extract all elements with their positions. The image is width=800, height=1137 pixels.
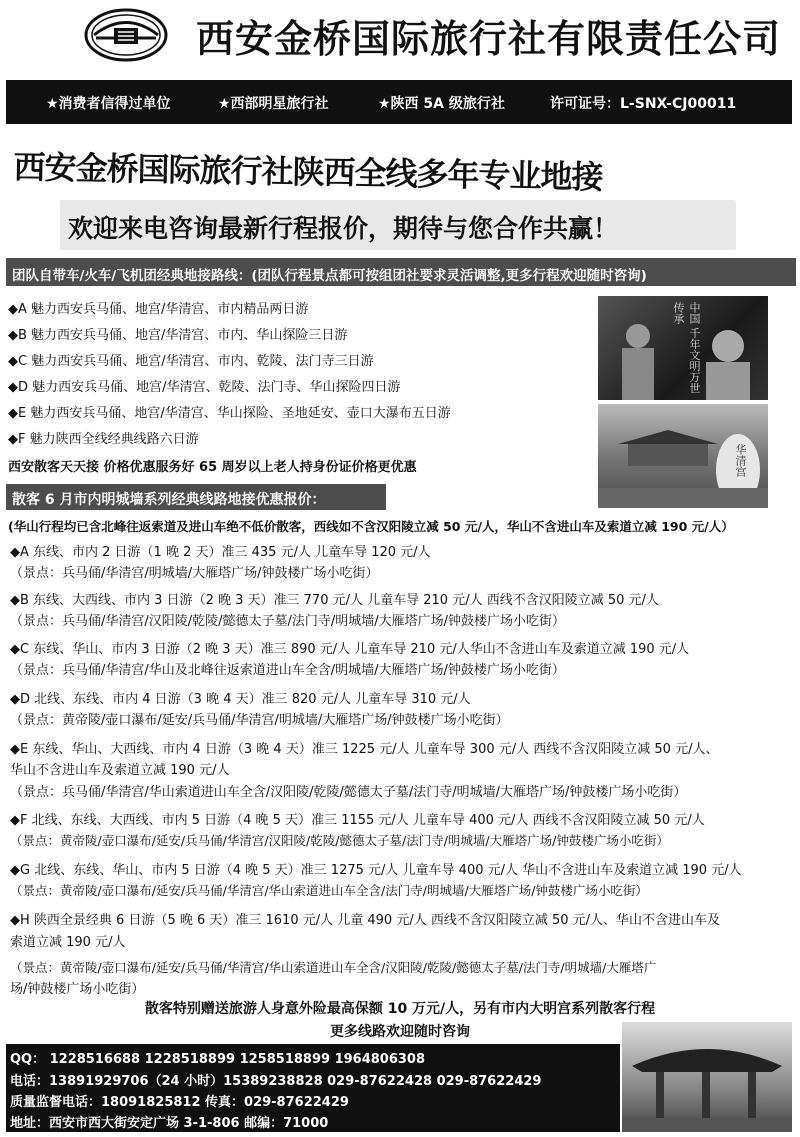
route-e-spots: （景点：兵马俑/华清宫/华山索道进山车全含/汉阳陵/乾陵/懿德太子墓/法门寺/明城墙/大雁塔广场/钟鼓楼广场小吃街） — [10, 785, 687, 800]
route-e-price: ◆E 东线、华山、大西线、市内 4 日游（3 晚 4 天）准三 1225 元/人 儿童车导 300 元/人 西线不含汉阳陵立减 50 元/人、 — [10, 742, 719, 757]
credential-1: ★消费者信得过单位 — [46, 96, 171, 112]
team-route-b: ◆B 魅力西安兵马俑、地宫/华清宫、市内、华山探险三日游 — [8, 328, 348, 343]
team-route-a: ◆A 魅力西安兵马俑、地宫/华清宫、市内精品两日游 — [8, 302, 309, 317]
credential-3: ★陕西 5A 级旅行社 — [378, 96, 505, 112]
route-g-spots: （景点：黄帝陵/壶口瀑布/延安/兵马俑/华清宫/华山索道进山车全含/法门寺/明城墙/大雁塔广场/钟鼓楼广场小吃街） — [10, 883, 648, 898]
team-route-e: ◆E 魅力西安兵马俑、地宫/华清宫、华山探险、圣地延安、壶口大瀑布五日游 — [8, 406, 451, 421]
route-h-spots: （景点：黄帝陵/壶口瀑布/延安/兵马俑/华清宫/华山索道进山车全含/汉阳陵/乾陵/懿德太子墓/法门寺/明城墙/大雁塔广 — [10, 960, 657, 975]
company-logo-icon — [84, 8, 168, 62]
route-a-spots: （景点：兵马俑/华清宫/明城墙/大雁塔广场/钟鼓楼广场小吃街） — [10, 566, 379, 581]
team-route-f: ◆F 魅力陕西全线经典线路六日游 — [8, 432, 199, 447]
route-h-spots-cont: 场/钟鼓楼广场小吃街） — [10, 982, 145, 997]
team-routes-title: 团队自带车/火车/飞机团经典地接路线：(团队行程景点都可按组团社要求灵活调整,更多行程欢迎随时咨询) — [12, 268, 647, 284]
sanke-note: (华山行程均已含北峰往返索道及进山车绝不低价散客，西线如不含汉阳陵立减 50 元/人，华山不含进山车及索道立减 190 元/人） — [8, 519, 734, 534]
route-f-spots: （景点：黄帝陵/壶口瀑布/延安/兵马俑/华清宫/汉阳陵/乾陵/懿德太子墓/法门寺/明城墙/大雁塔广场/钟鼓楼广场小吃街） — [10, 833, 669, 848]
route-e-price-cont: 华山不含进山车及索道立减 190 元/人 — [10, 763, 230, 778]
route-h-price: ◆H 陕西全景经典 6 日游（5 晚 6 天）准三 1610 元/人 儿童 490 元/人 西线不含汉阳陵立减 50 元/人、华山不含进山车及 — [10, 913, 721, 928]
pavilion-icon — [622, 1022, 792, 1132]
contact-panel — [6, 1044, 620, 1132]
route-b-spots: （景点：兵马俑/华清宫/汉阳陵/乾陵/懿德太子墓/法门寺/明城墙/大雁塔广场/钟鼓楼广场小吃街） — [10, 614, 566, 629]
credential-2: ★西部明星旅行社 — [218, 96, 329, 112]
route-g-price: ◆G 北线、东线、华山、市内 5 日游（4 晚 5 天）准三 1275 元/人 儿童车导 400 元/人 华山不含进山车及索道立减 190 元/人 — [10, 863, 742, 878]
contact-qq: QQ： 1228516688 1228518899 1258518899 1964806308 — [10, 1052, 426, 1067]
credentials-bar — [6, 80, 792, 124]
headline: 西安金桥国际旅行社陕西全线多年专业地接 — [13, 147, 603, 197]
huaqing-palace-photo — [598, 404, 768, 508]
route-d-price: ◆D 北线、东线、市内 4 日游（3 晚 4 天）准三 820 元/人 儿童车导 310 元/人 — [10, 692, 471, 707]
route-d-spots: （景点：黄帝陵/壶口瀑布/延安/兵马俑/华清宫/明城墙/大雁塔广场/钟鼓楼广场小吃街） — [10, 713, 509, 728]
team-route-c: ◆C 魅力西安兵马俑、地宫/华清宫、市内、乾陵、法门寺三日游 — [8, 354, 374, 369]
warrior-silhouette-icon — [598, 296, 768, 400]
sanke-bar — [6, 484, 386, 510]
route-a-price: ◆A 东线、市内 2 日游（1 晚 2 天）准三 435 元/人 儿童车导 120 元/人 — [10, 545, 431, 560]
route-b-price: ◆B 东线、大西线、市内 3 日游（2 晚 3 天）准三 770 元/人 儿童车导 210 元/人 西线不含汉阳陵立减 50 元/人 — [10, 593, 659, 608]
photo2-caption: 华清宫 — [734, 444, 747, 477]
route-f-price: ◆F 北线、东线、大西线、市内 5 日游（4 晚 5 天）准三 1155 元/人 儿童车导 400 元/人 西线不含汉阳陵立减 50 元/人 — [10, 813, 705, 828]
welcome-text: 欢迎来电咨询最新行程报价，期待与您合作共赢！ — [68, 214, 619, 243]
welcome-banner — [60, 200, 736, 250]
sanke-title: 散客 6 月市内明城墙系列经典线路地接优惠报价： — [12, 492, 326, 508]
contact-supervision: 质量监督电话：18091825812 传真：029-87622429 — [10, 1095, 349, 1110]
header — [0, 0, 800, 80]
more-line: 更多线路欢迎随时咨询 — [330, 1024, 470, 1040]
pavilion-photo — [622, 1022, 792, 1132]
team-routes-bar — [6, 258, 796, 286]
route-h-price-cont: 索道立减 190 元/人 — [10, 935, 126, 950]
team-note: 西安散客天天接 价格优惠服务好 65 周岁以上老人持身份证价格更优惠 — [8, 460, 417, 475]
gift-line: 散客特别赠送旅游人身意外险最高保额 10 万元/人，另有市内大明宫系列散客行程 — [144, 1001, 656, 1017]
contact-phone: 电话：13891929706（24 小时）15389238828 029-87622428 029-87622429 — [10, 1074, 542, 1089]
photo-caption: 中国 千年文明万世传承 — [672, 302, 701, 394]
route-c-spots: （景点：兵马俑/华清宫/华山及北峰往返索道进山车全含/明城墙/大雁塔广场/钟鼓楼广场小吃街） — [10, 663, 565, 678]
team-route-d: ◆D 魅力西安兵马俑、地宫/华清宫、乾陵、法门寺、华山探险四日游 — [8, 380, 401, 395]
route-c-price: ◆C 东线、华山、市内 3 日游（2 晚 3 天）准三 890 元/人 儿童车导 210 元/人华山不含进山车及索道立减 190 元/人 — [10, 642, 690, 657]
company-name: 西安金桥国际旅行社有限责任公司 — [196, 16, 782, 61]
license-number: 许可证号：L-SNX-CJ00011 — [550, 96, 737, 112]
terracotta-warrior-photo — [598, 296, 768, 400]
contact-address: 地址：西安市西大街安定广场 3-1-806 邮编：71000 — [10, 1116, 329, 1131]
